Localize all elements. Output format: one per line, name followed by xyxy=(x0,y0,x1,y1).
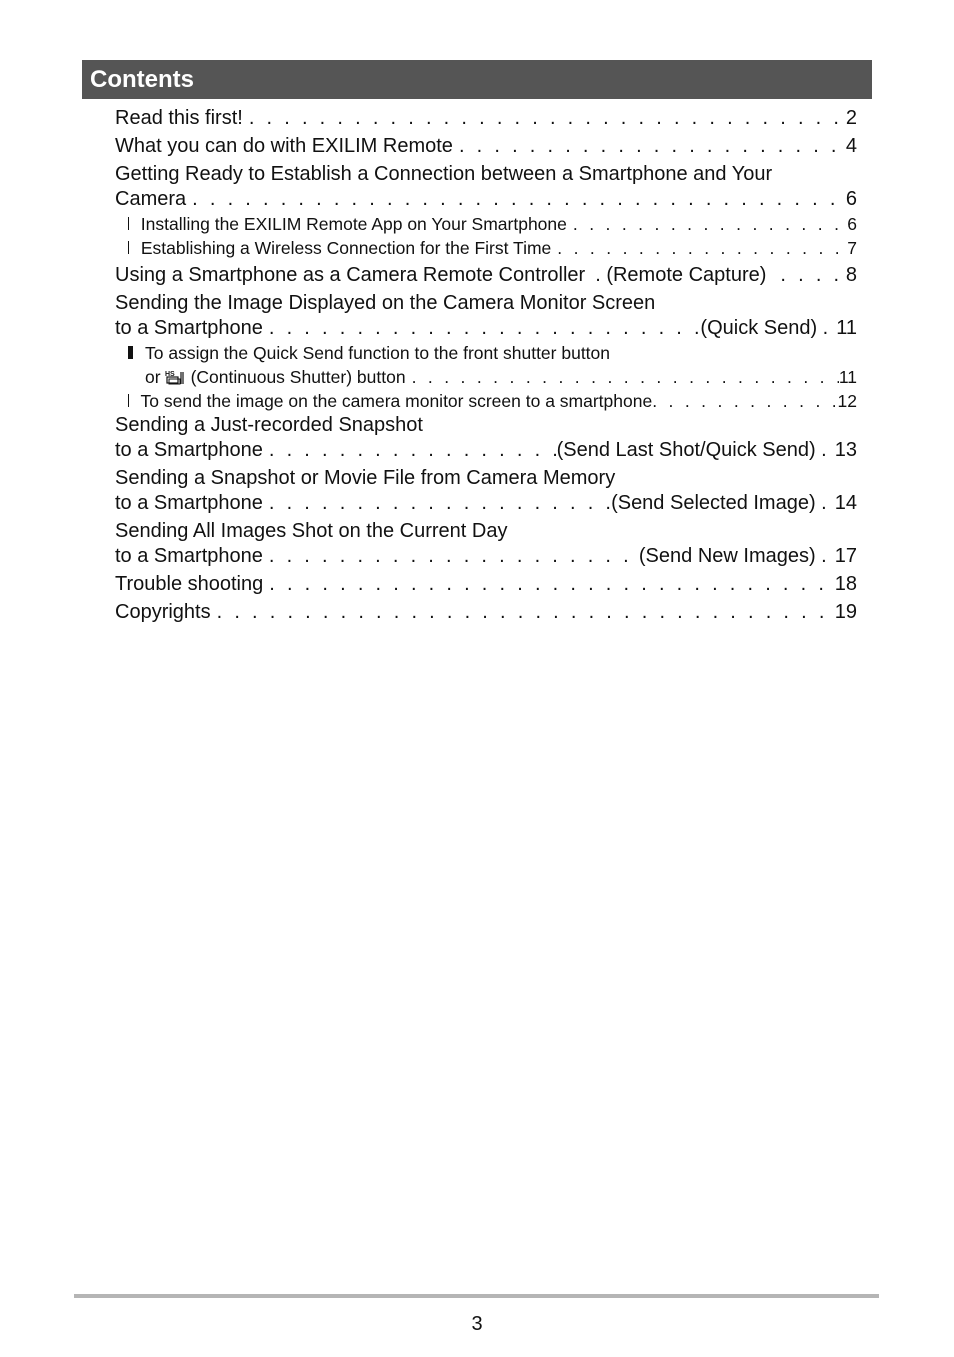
footer-divider xyxy=(74,1294,879,1298)
toc-entry-page: 17 xyxy=(834,545,857,567)
toc-entry-label: Trouble shooting xyxy=(115,573,264,595)
toc-entry-label-line2: to a Smartphone xyxy=(115,317,263,339)
toc-entry-suffix: (Send Last Shot/Quick Send) . xyxy=(556,439,827,461)
toc-entry-label: Using a Smartphone as a Camera Remote Controller xyxy=(115,264,586,286)
toc-subentry-send-monitor-image[interactable] xyxy=(115,389,857,413)
toc-entry-label: What you can do with EXILIM Remote xyxy=(115,135,453,157)
hs-continuous-shutter-icon xyxy=(165,369,185,385)
toc-entry-page: 4 xyxy=(845,135,857,157)
toc-entry-sending-displayed[interactable] xyxy=(115,291,857,341)
page-number: 3 xyxy=(471,1313,483,1335)
toc-entry-label-line1: To assign the Quick Send function to the front shutter button xyxy=(145,343,611,363)
leader-dots xyxy=(652,389,837,413)
toc-entry-label: Read this first! xyxy=(115,107,243,129)
toc-entry-label-line1: Sending a Snapshot or Movie File from Camera Memory xyxy=(115,467,616,489)
toc-entry-page: 12 xyxy=(837,391,857,411)
toc-entry-trouble-shooting[interactable] xyxy=(115,572,857,597)
toc-entry-label-line1: Sending a Just-recorded Snapshot xyxy=(115,414,423,436)
leader-dots xyxy=(406,365,839,389)
leader-dots xyxy=(263,572,835,597)
toc-entry-label-prefix: or xyxy=(145,367,161,387)
toc-entry-page: 2 xyxy=(845,107,857,129)
toc-entry-label: To send the image on the camera monitor screen to a smartphone xyxy=(140,391,653,411)
bullet-marker xyxy=(128,217,129,230)
toc-entry-page: 6 xyxy=(845,188,857,210)
leader-dots xyxy=(263,316,701,341)
toc-entry-read-first[interactable] xyxy=(115,106,857,131)
leader-dots xyxy=(243,106,846,131)
toc-entry-remote-controller[interactable] xyxy=(115,263,857,288)
toc-entry-label: Copyrights xyxy=(115,601,211,623)
toc-entry-page: 7 xyxy=(847,238,857,258)
leader-dots xyxy=(551,236,847,260)
leader-dots xyxy=(263,438,557,463)
toc-entry-label-rest: (Continuous Shutter) button xyxy=(190,367,406,387)
toc-entry-suffix: (Send New Images) . xyxy=(638,545,827,567)
toc-entry-page: 11 xyxy=(838,367,857,387)
leader-dots xyxy=(263,491,611,516)
leader-dots xyxy=(453,134,846,159)
contents-header xyxy=(82,60,872,99)
toc-entry-label-line1: Sending the Image Displayed on the Camera Monitor Screen xyxy=(115,292,656,314)
toc-entry-send-last-shot[interactable] xyxy=(115,413,857,463)
toc-subentry-installing-app[interactable] xyxy=(115,212,857,236)
toc-entry-suffix: . (Remote Capture) xyxy=(595,264,767,286)
toc-entry-suffix: (Send Selected Image) . xyxy=(611,492,827,514)
page-title: Contents xyxy=(90,66,194,93)
toc-entry-label-line2: to a Smartphone xyxy=(115,492,263,514)
bullet-marker xyxy=(128,241,129,254)
toc-entry-page: 18 xyxy=(834,573,857,595)
svg-text:HS: HS xyxy=(164,371,175,378)
toc-entry-page: 13 xyxy=(834,439,857,461)
toc-subentry-establishing-connection[interactable] xyxy=(115,236,857,260)
toc-entry-what-you-can-do[interactable] xyxy=(115,134,857,159)
bullet-marker xyxy=(128,394,129,407)
leader-dots xyxy=(774,263,845,288)
toc-entry-getting-ready[interactable] xyxy=(115,162,857,212)
leader-dots xyxy=(211,600,835,625)
toc-entry-send-new[interactable] xyxy=(115,519,857,569)
leader-dots xyxy=(567,212,847,236)
toc-entry-label-line1: Getting Ready to Establish a Connection between a Smartphone and Your xyxy=(115,163,773,185)
toc-entry-label: Installing the EXILIM Remote App on Your Smartphone xyxy=(140,214,567,234)
toc-entry-page: 14 xyxy=(834,492,857,514)
toc-entry-page: 11 xyxy=(836,317,857,339)
table-of-contents xyxy=(115,106,857,625)
toc-entry-label-line2: to a Smartphone xyxy=(115,439,263,461)
toc-entry-label: Establishing a Wireless Connection for the First Time xyxy=(140,238,552,258)
toc-entry-page: 6 xyxy=(847,214,857,234)
toc-entry-label-line1: Sending All Images Shot on the Current Day xyxy=(115,520,508,542)
toc-entry-suffix: (Quick Send) . xyxy=(700,317,829,339)
toc-subentry-assign-quick-send[interactable] xyxy=(115,341,857,389)
leader-dots xyxy=(186,187,846,212)
toc-entry-label-line2 xyxy=(115,365,406,389)
toc-entry-label-line2: Camera xyxy=(115,188,187,210)
leader-dots xyxy=(263,544,639,569)
bullet-marker xyxy=(128,346,133,359)
toc-entry-send-selected[interactable] xyxy=(115,466,857,516)
toc-entry-page: 19 xyxy=(834,601,857,623)
toc-entry-label-line2: to a Smartphone xyxy=(115,545,263,567)
toc-entry-copyrights[interactable] xyxy=(115,600,857,625)
toc-entry-page: 8 xyxy=(845,264,857,286)
